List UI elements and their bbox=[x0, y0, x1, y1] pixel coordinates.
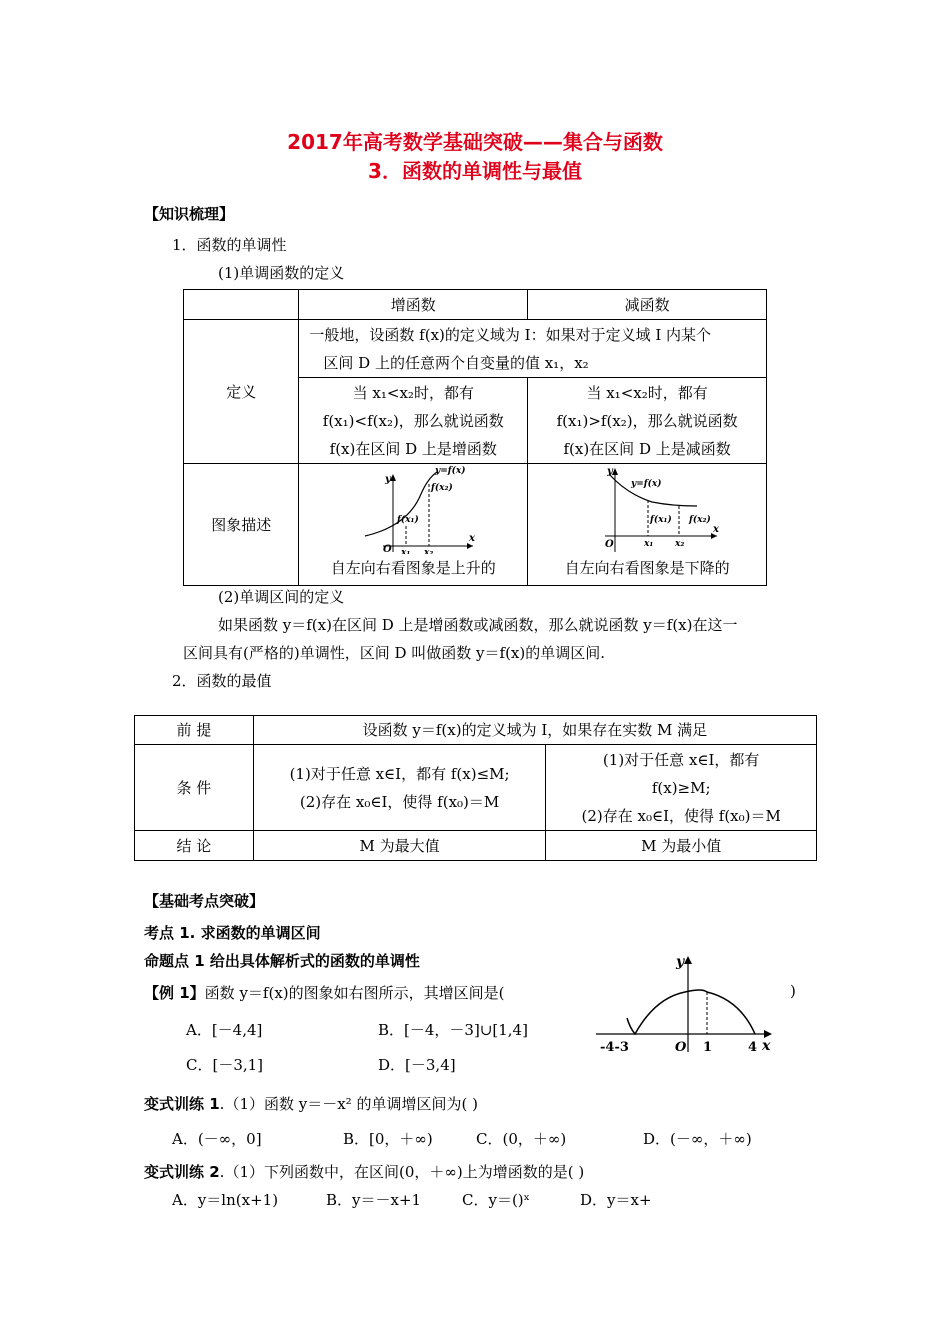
v2-option-c: C．y＝()ˣ bbox=[462, 1191, 531, 1209]
ex1-option-c: C．[－3,1] bbox=[186, 1056, 264, 1074]
inc-origin: O bbox=[383, 544, 393, 554]
min-cond-line1: (1)对于任意 x∈I，都有 bbox=[602, 750, 760, 769]
variant-2 bbox=[144, 1161, 584, 1182]
interval-definition-line2: 区间具有(严格的)单调性，区间 D 叫做函数 y＝f(x)的单调区间. bbox=[183, 644, 605, 662]
inc-x1: x₁ bbox=[401, 548, 411, 554]
max-cond-line1: (1)对于任意 x∈I，都有 f(x)≤M; bbox=[289, 764, 510, 783]
ex-curve bbox=[627, 990, 755, 1034]
header-increasing: 增函数 bbox=[299, 290, 528, 320]
section-2-title: 2．函数的最值 bbox=[172, 672, 272, 690]
v2-option-b: B．y＝－x+1 bbox=[326, 1191, 422, 1209]
inc-x-label: x bbox=[469, 533, 476, 544]
variant-2-label: 变式训练 2 bbox=[144, 1163, 220, 1181]
row-label-graph: 图象描述 bbox=[184, 464, 299, 586]
v1-option-c: C．(0，＋∞) bbox=[476, 1130, 567, 1148]
variant-1 bbox=[144, 1093, 478, 1114]
increasing-graph bbox=[313, 466, 513, 554]
dec-yfx: y=f(x) bbox=[631, 479, 662, 489]
inc-fx2: f(x₂) bbox=[431, 483, 453, 493]
dec-y-arrow bbox=[612, 468, 618, 475]
section-1-title: 1．函数的单调性 bbox=[172, 236, 287, 254]
v1-option-d: D．(－∞，＋∞) bbox=[643, 1130, 752, 1148]
dec-line1: 当 x₁<x₂时，都有 bbox=[586, 383, 708, 402]
decreasing-graph bbox=[547, 466, 747, 554]
conclusion-label: 结 论 bbox=[135, 831, 254, 861]
variant-2-text: .（1）下列函数中，在区间(0，＋∞)上为增函数的是( ) bbox=[219, 1163, 585, 1181]
example-1-label: 【例 1】 bbox=[144, 984, 205, 1002]
dec-x-label: x bbox=[713, 524, 720, 535]
definition-common-line2: 区间 D 上的任意两个自变量的值 x₁，x₂ bbox=[323, 353, 589, 372]
inc-line3: f(x)在区间 D 上是增函数 bbox=[329, 439, 497, 458]
ex-origin: O bbox=[675, 1040, 687, 1055]
section-1-2-title: (2)单调区间的定义 bbox=[218, 588, 345, 606]
ex1-option-b: B．[－4，－3]∪[1,4] bbox=[378, 1021, 528, 1039]
interval-definition-line1: 如果函数 y＝f(x)在区间 D 上是增函数或减函数，那么就说函数 y＝f(x)在这一 bbox=[218, 616, 738, 634]
ex-y-label: y bbox=[676, 954, 685, 970]
monotonic-table bbox=[183, 289, 767, 586]
variant-1-text: .（1）函数 y＝－x² 的单调增区间为( ) bbox=[219, 1095, 478, 1113]
min-cond-line3: (2)存在 x₀∈I，使得 f(x₀)＝M bbox=[581, 806, 781, 825]
definition-decreasing bbox=[528, 378, 767, 464]
doc-title: 2017年高考数学基础突破——集合与函数 bbox=[287, 130, 663, 154]
key-point-1: 考点 1. 求函数的单调区间 bbox=[144, 924, 321, 942]
graph-increasing-cell bbox=[299, 464, 528, 586]
definition-common bbox=[299, 320, 767, 378]
dec-y-label: y bbox=[607, 466, 613, 477]
premise-label: 前 提 bbox=[135, 716, 254, 745]
row-label-definition: 定义 bbox=[184, 320, 299, 464]
dec-fx1: f(x₁) bbox=[650, 515, 672, 525]
section-1-1-title: (1)单调函数的定义 bbox=[218, 264, 345, 282]
table1-corner bbox=[184, 290, 299, 320]
doc-subtitle: 3．函数的单调性与最值 bbox=[368, 159, 582, 183]
v2-option-a: A．y＝ln(x+1) bbox=[172, 1191, 279, 1209]
inc-yfx: y=f(x) bbox=[435, 466, 466, 476]
max-condition bbox=[253, 745, 546, 831]
inc-line1: 当 x₁<x₂时，都有 bbox=[352, 383, 474, 402]
min-conclusion: M 为最小值 bbox=[546, 831, 817, 861]
example-1 bbox=[144, 982, 504, 1003]
ex-tick-4: 4 bbox=[748, 1040, 758, 1055]
extrema-table bbox=[134, 715, 817, 861]
ex-neg-ticks: -4-3 bbox=[600, 1040, 629, 1055]
definition-increasing bbox=[299, 378, 528, 464]
decreasing-caption: 自左向右看图象是下降的 bbox=[564, 559, 730, 577]
ex-tick-1: 1 bbox=[703, 1040, 713, 1055]
dec-x1: x₁ bbox=[644, 539, 654, 549]
increasing-caption: 自左向右看图象是上升的 bbox=[330, 559, 496, 577]
premise-text: 设函数 y＝f(x)的定义域为 I，如果存在实数 M 满足 bbox=[253, 716, 816, 745]
example-1-svg bbox=[590, 948, 790, 1058]
inc-fx1: f(x₁) bbox=[397, 515, 419, 525]
ex1-option-a: A．[－4,4] bbox=[186, 1021, 263, 1039]
graph-decreasing-cell bbox=[528, 464, 767, 586]
dec-origin: O bbox=[605, 539, 614, 550]
proposition-1: 命题点 1 给出具体解析式的函数的单调性 bbox=[144, 952, 420, 970]
basics-heading: 【基础考点突破】 bbox=[144, 892, 265, 910]
dec-line2: f(x₁)>f(x₂)，那么就说函数 bbox=[556, 411, 738, 430]
dec-x2: x₂ bbox=[675, 539, 685, 549]
example-1-text: 函数 y＝f(x)的图象如右图所示，其增区间是( bbox=[204, 984, 505, 1002]
inc-x2: x₂ bbox=[424, 548, 434, 554]
condition-label: 条 件 bbox=[135, 745, 254, 831]
dec-fx2: f(x₂) bbox=[689, 515, 711, 525]
ex-y-arrow bbox=[684, 956, 692, 964]
v1-option-a: A．(－∞，0] bbox=[172, 1130, 262, 1148]
example-1-graph bbox=[590, 948, 790, 1058]
ex-x-label: x bbox=[762, 1038, 771, 1054]
inc-line2: f(x₁)<f(x₂)，那么就说函数 bbox=[322, 411, 504, 430]
knowledge-heading: 【知识梳理】 bbox=[144, 205, 235, 223]
definition-common-line1: 一般地，设函数 f(x)的定义域为 I：如果对于定义域 I 内某个 bbox=[309, 325, 712, 344]
inc-curve bbox=[365, 472, 437, 536]
min-condition bbox=[546, 745, 817, 831]
min-cond-line2: f(x)≥M; bbox=[651, 778, 711, 797]
example-1-close: ) bbox=[790, 982, 796, 1000]
max-conclusion: M 为最大值 bbox=[253, 831, 546, 861]
v2-option-d: D．y＝x+ bbox=[580, 1191, 652, 1209]
ex-x-arrow bbox=[764, 1030, 772, 1038]
inc-y-label: y bbox=[385, 474, 392, 485]
variant-1-label: 变式训练 1 bbox=[144, 1095, 220, 1113]
ex1-option-d: D．[－3,4] bbox=[378, 1056, 456, 1074]
max-cond-line2: (2)存在 x₀∈I，使得 f(x₀)＝M bbox=[299, 792, 500, 811]
dec-line3: f(x)在区间 D 上是减函数 bbox=[563, 439, 731, 458]
inc-y-arrow bbox=[390, 474, 396, 481]
header-decreasing: 减函数 bbox=[528, 290, 767, 320]
v1-option-b: B．[0，＋∞) bbox=[343, 1130, 433, 1148]
